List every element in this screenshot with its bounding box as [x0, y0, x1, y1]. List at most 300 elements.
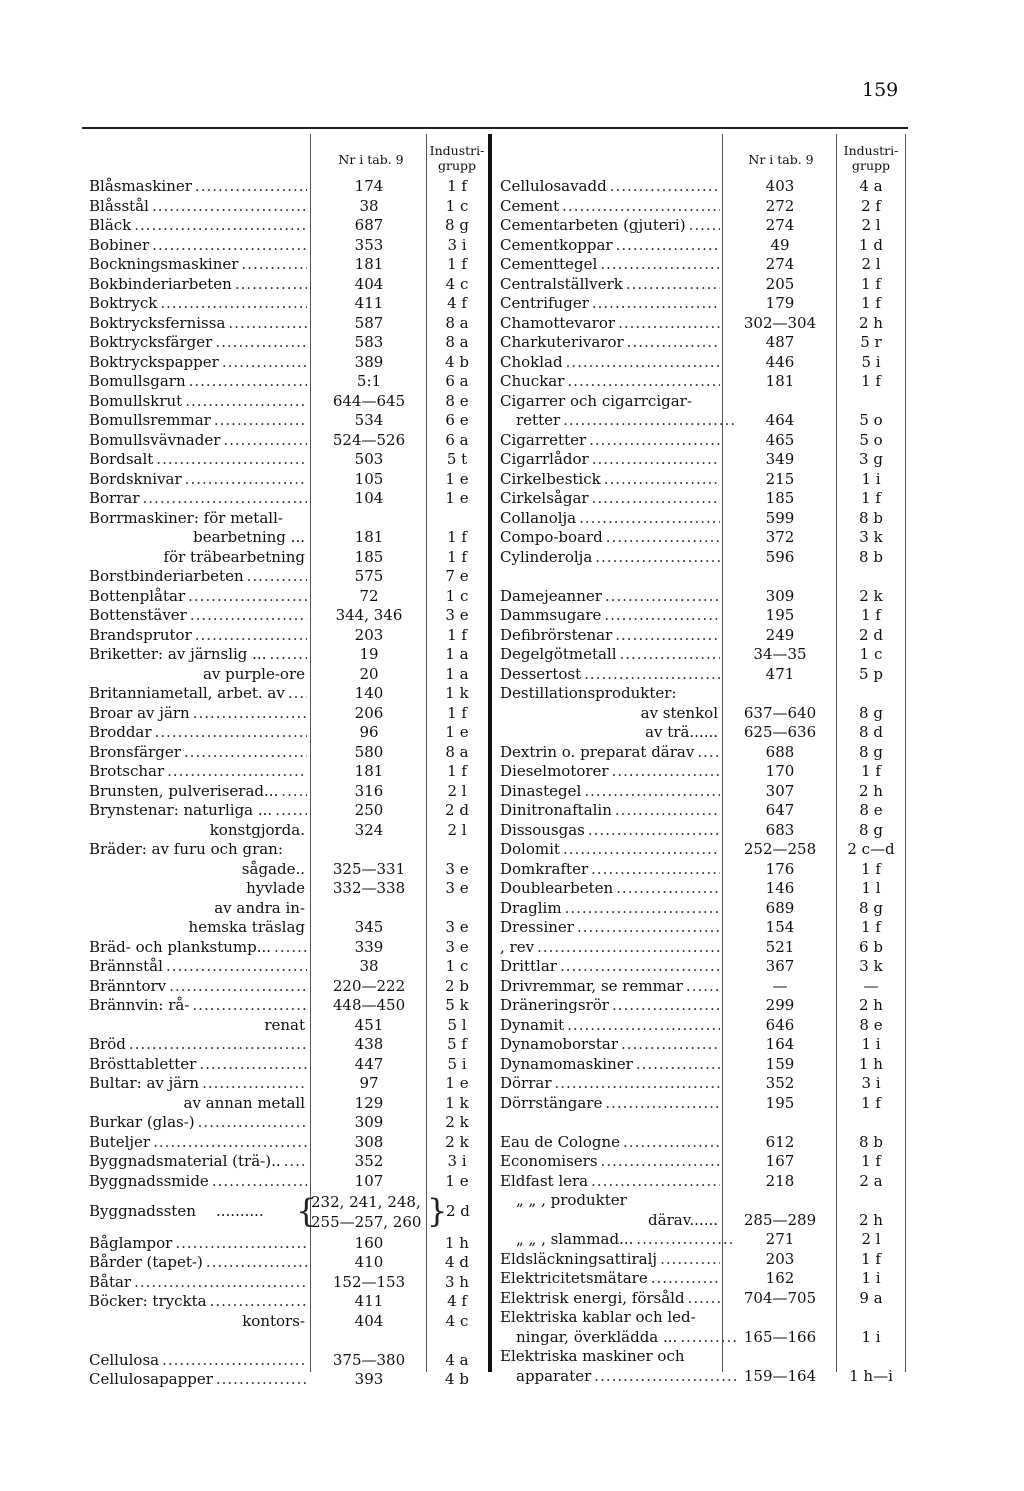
entry-name: Cellulosavadd ..... — [500, 177, 609, 195]
entry-name: Brännstål ..... — [89, 957, 165, 975]
index-row — [0, 1152, 910, 1172]
industry-group: 3 e — [445, 859, 469, 878]
industry-group: 1 f — [447, 528, 467, 546]
entry-name: Blåsmaskiner ..... — [89, 177, 194, 195]
industry-group: 2 l — [861, 216, 881, 234]
index-row — [0, 665, 910, 685]
industry-group: 5 r — [860, 333, 882, 351]
industry-group: 1 f — [861, 762, 881, 780]
entry-name: för träbearbetning — [163, 547, 305, 566]
entry-name-cell — [500, 1016, 720, 1036]
entry-name: Bröd ..... — [89, 1035, 128, 1053]
entry-name-cell — [500, 1191, 736, 1211]
entry-name: Bokbinderiarbeten ..... — [89, 275, 234, 293]
entry-name: Drivremmar, se remmar ..... — [500, 977, 685, 995]
index-row — [0, 450, 910, 470]
index-row — [0, 275, 910, 295]
entry-name-cell — [500, 294, 720, 314]
industry-group: 3 e — [445, 937, 469, 956]
industry-group: 1 c — [859, 645, 883, 663]
industry-group: 1 h — [445, 1233, 469, 1252]
entry-name: Eldfast lera ..... — [500, 1172, 590, 1190]
table-number: 349 — [765, 450, 795, 468]
entry-name-cell — [500, 275, 720, 295]
entry-name-cell — [500, 938, 720, 958]
table-number: 5:1 — [356, 372, 382, 390]
industry-group: 4 c — [445, 274, 469, 293]
header-nr-left: Nr i tab. 9 — [338, 152, 404, 167]
index-row — [0, 353, 910, 373]
index-row — [0, 977, 910, 997]
industry-group: 1 k — [445, 684, 469, 702]
entry-name-cell — [500, 1367, 736, 1387]
index-row — [0, 411, 910, 431]
entry-name: Bomullsremmar ..... — [89, 411, 213, 429]
industry-group: 1 f — [447, 762, 467, 780]
table-number: 471 — [765, 664, 795, 683]
industry-group: 5 p — [859, 664, 883, 683]
index-row — [0, 606, 910, 626]
table-number: 411 — [354, 294, 384, 312]
table-number: 20 — [359, 664, 379, 683]
table-number: 339 — [354, 937, 384, 956]
entry-name: Defibrörstenar ..... — [500, 626, 614, 644]
index-row — [0, 314, 910, 334]
entry-name-cell — [500, 743, 720, 763]
industry-group: 8 a — [445, 313, 469, 332]
table-number: 352 — [765, 1074, 795, 1092]
entry-name: sågade.. — [241, 859, 305, 878]
industry-group: 8 a — [445, 742, 469, 761]
entry-name: ningar, överklädda ... ..... — [516, 1328, 679, 1346]
left-brace: { — [296, 1192, 317, 1230]
entry-name-cell — [500, 1055, 720, 1075]
industry-group: 4 a — [445, 1350, 469, 1369]
index-row — [0, 1074, 910, 1094]
index-row — [0, 1347, 910, 1367]
table-number: 325—331 — [332, 859, 406, 878]
industry-group: 1 c — [445, 957, 469, 975]
entry-name: Bomullskrut ..... — [89, 392, 184, 410]
entry-name: av annan metall — [183, 1093, 305, 1112]
entry-name: av trä...... — [645, 723, 718, 741]
entry-name: Cellulosa ..... — [89, 1351, 161, 1369]
table-number: 599 — [765, 508, 795, 527]
industry-group: 2 h — [859, 1210, 883, 1229]
entry-name-cell — [500, 1347, 720, 1367]
table-number: 404 — [354, 1311, 384, 1330]
entry-name: Destillationsprodukter: — [500, 684, 677, 702]
index-row — [0, 392, 910, 412]
entry-name: Dissousgas ..... — [500, 821, 587, 839]
index-row — [0, 528, 910, 548]
leader-dots: .......... — [216, 1202, 264, 1220]
header-nr-right: Nr i tab. 9 — [748, 152, 814, 167]
industry-group: 1 f — [861, 918, 881, 936]
table-number: 19 — [359, 645, 379, 663]
industry-group: 4 f — [447, 1292, 467, 1311]
entry-name: av stenkol — [640, 703, 718, 722]
entry-name: Economisers ..... — [500, 1152, 600, 1170]
entry-name-cell — [500, 1094, 720, 1114]
entry-name: Dörrstängare ..... — [500, 1094, 604, 1112]
industry-group: 2 l — [447, 781, 467, 800]
index-row — [0, 840, 910, 860]
industry-group: 1 a — [445, 664, 469, 683]
industry-group: 4 b — [445, 1370, 469, 1389]
industry-group: 8 a — [445, 333, 469, 351]
entry-name: Cirkelbestick ..... — [500, 470, 603, 488]
entry-name: Dynamomaskiner ..... — [500, 1055, 635, 1073]
entry-name: Drittlar ..... — [500, 957, 559, 975]
table-number: 271 — [765, 1230, 795, 1248]
entry-name: Dräneringsrör ..... — [500, 996, 611, 1014]
entry-name-cell — [500, 1152, 720, 1172]
table-number: 302—304 — [743, 313, 817, 332]
index-row — [0, 470, 910, 490]
index-row — [0, 372, 910, 392]
entry-name: „ „ , produkter — [516, 1191, 627, 1209]
entry-name-cell — [500, 197, 720, 217]
industry-group: 1 k — [445, 1093, 469, 1112]
industry-group: 1 e — [445, 1171, 469, 1190]
table-number: 375—380 — [332, 1350, 406, 1369]
top-rule — [82, 127, 908, 129]
entry-name: Centrifuger ..... — [500, 294, 591, 312]
entry-name-cell — [500, 255, 720, 275]
industry-group: 3 g — [859, 450, 883, 468]
entry-name: Cement ..... — [500, 197, 561, 215]
table-number: 274 — [765, 216, 795, 234]
entry-name: Damejeanner ..... — [500, 587, 604, 605]
industry-group: 4 d — [445, 1253, 469, 1272]
entry-name: Dolomit ..... — [500, 840, 562, 858]
entry-name: Eau de Cologne ..... — [500, 1133, 622, 1151]
entry-name-cell — [500, 216, 720, 236]
table-number: 205 — [765, 274, 795, 293]
entry-name: hyvlade — [246, 879, 305, 897]
table-number: 393 — [354, 1370, 384, 1389]
industry-group: 4 b — [445, 352, 469, 371]
entry-name: hemska träslag — [188, 918, 305, 936]
entry-name: Dinitronaftalin ..... — [500, 801, 614, 819]
entry-name-cell — [500, 665, 720, 685]
entry-name: av andra in- — [214, 898, 305, 917]
table-number: 203 — [354, 625, 384, 644]
table-number: 647 — [765, 801, 795, 819]
index-row — [0, 1328, 910, 1348]
table-number: 195 — [765, 1093, 795, 1112]
table-number: 105 — [354, 469, 384, 488]
industry-group: 8 b — [859, 1132, 883, 1151]
industry-group: 1 a — [445, 645, 469, 663]
industry-group: 8 g — [859, 820, 883, 839]
table-number: 352 — [354, 1152, 384, 1170]
table-number: 159—164 — [743, 1366, 817, 1385]
industry-group: 1 f — [861, 274, 881, 293]
entry-name: Domkrafter ..... — [500, 860, 590, 878]
table-number: 687 — [354, 216, 384, 234]
index-row — [0, 1289, 910, 1309]
entry-name-cell — [500, 450, 720, 470]
table-number: 404 — [354, 274, 384, 293]
table-number: 307 — [765, 781, 795, 800]
industry-group: 1 i — [861, 469, 881, 488]
table-number: 612 — [765, 1132, 795, 1151]
table-number: 521 — [765, 937, 795, 956]
table-number: 646 — [765, 1015, 795, 1034]
entry-name-cell — [500, 1328, 736, 1348]
industry-group: 1 f — [447, 625, 467, 644]
table-number: 372 — [765, 528, 795, 546]
industry-group: 2 h — [859, 313, 883, 332]
industry-group: 1 h—i — [849, 1366, 893, 1385]
industry-group: 6 e — [445, 411, 469, 429]
index-row — [0, 1094, 910, 1114]
entry-name: Cigarrlådor ..... — [500, 450, 591, 468]
index-row — [0, 723, 910, 743]
index-row — [0, 1250, 910, 1270]
index-row — [0, 1367, 910, 1387]
industry-group: 2 k — [445, 1132, 469, 1151]
entry-name: „ „ , slammad... ..... — [516, 1230, 635, 1248]
entry-name-cell — [500, 1133, 720, 1153]
entry-name: Dynamit ..... — [500, 1016, 566, 1034]
industry-group: 2 d — [445, 801, 469, 819]
index-row — [0, 801, 910, 821]
entry-name: Bordsalt ..... — [89, 450, 155, 468]
entry-name: Dieselmotorer ..... — [500, 762, 611, 780]
entry-name: Boktryckspapper ..... — [89, 353, 221, 371]
entry-name: Collanolja ..... — [500, 509, 578, 527]
table-number: 410 — [354, 1253, 384, 1272]
index-row — [0, 567, 910, 587]
table-number: 367 — [765, 957, 795, 975]
industry-group: 1 l — [861, 879, 881, 897]
industry-group: 1 f — [861, 294, 881, 312]
entry-name: Elektriska kablar och led- — [500, 1308, 696, 1326]
industry-group: 1 f — [861, 489, 881, 507]
industry-group: 4 a — [859, 177, 883, 195]
industry-group: 1 f — [447, 703, 467, 722]
industry-group: 8 e — [859, 1015, 883, 1034]
entry-name: konstgjorda. — [209, 820, 305, 839]
industry-group: 9 a — [859, 1288, 883, 1307]
table-number: 411 — [354, 1292, 384, 1311]
table-number: 524—526 — [332, 430, 406, 449]
industry-group: 5 k — [445, 996, 469, 1014]
table-number: 170 — [765, 762, 795, 780]
table-number: 637—640 — [743, 703, 817, 722]
industry-group: 3 e — [445, 918, 469, 936]
entry-name: Eldsläckningsattiralj ..... — [500, 1250, 659, 1268]
entry-name: Chuckar ..... — [500, 372, 566, 390]
entry-name: Bottenplåtar ..... — [89, 587, 187, 605]
entry-name: Bräder: av furu och gran: — [89, 840, 283, 858]
index-row — [0, 509, 910, 529]
entry-name: Brandsprutor ..... — [89, 626, 194, 644]
table-number: 308 — [354, 1132, 384, 1151]
entry-name: Brunsten, pulveriserad... ..... — [89, 782, 280, 800]
table-number: 140 — [354, 684, 384, 702]
industry-group: 1 e — [445, 469, 469, 488]
table-number: 34—35 — [753, 645, 807, 663]
index-row — [0, 1308, 910, 1328]
entry-name-cell — [500, 1074, 720, 1094]
index-row — [0, 1133, 910, 1153]
industry-group: 5 l — [447, 1015, 467, 1034]
industry-group: 6 a — [445, 430, 469, 449]
index-row — [0, 1211, 910, 1231]
index-row — [0, 1172, 910, 1192]
industry-group: 1 e — [445, 489, 469, 507]
index-row — [0, 548, 910, 568]
table-number: 316 — [354, 781, 384, 800]
index-row — [0, 1191, 910, 1211]
entry-name-cell — [500, 411, 736, 431]
industry-group: 2 l — [861, 1230, 881, 1248]
industry-group: 8 b — [859, 547, 883, 566]
table-number: 195 — [765, 606, 795, 624]
table-number: 72 — [359, 586, 379, 605]
table-number: 324 — [354, 820, 384, 839]
entry-name-cell — [500, 314, 720, 334]
industry-group: 4 c — [445, 1311, 469, 1330]
index-row — [0, 957, 910, 977]
entry-name: Byggnadssten — [89, 1202, 196, 1220]
industry-group: 2 f — [861, 196, 881, 215]
table-number: 104 — [354, 489, 384, 507]
industry-group: 3 k — [859, 528, 883, 546]
table-number: 167 — [765, 1152, 795, 1170]
index-row — [0, 1016, 910, 1036]
table-number: 438 — [354, 1035, 384, 1053]
entry-name-cell — [500, 684, 720, 704]
table-number: 152—153 — [332, 1272, 406, 1291]
table-number: 181 — [354, 762, 384, 780]
entry-name-cell — [500, 587, 720, 607]
index-row — [0, 684, 910, 704]
industry-group: 8 d — [859, 723, 883, 741]
table-number: 185 — [354, 547, 384, 566]
table-number: 644—645 — [332, 391, 406, 410]
table-number: 465 — [765, 430, 795, 449]
entry-name: Chamottevaror ..... — [500, 314, 617, 332]
industry-group: 5 i — [861, 352, 881, 371]
entry-name: Borstbinderiarbeten ..... — [89, 567, 246, 585]
entry-name: Bultar: av järn ..... — [89, 1074, 201, 1092]
table-number: 704—705 — [743, 1288, 817, 1307]
industry-group: 8 e — [445, 391, 469, 410]
table-number: 451 — [354, 1015, 384, 1034]
index-row — [0, 1269, 910, 1289]
entry-name: Boktrycksfernissa ..... — [89, 314, 227, 332]
entry-name-cell — [500, 489, 720, 509]
entry-name: Bronsfärger ..... — [89, 743, 183, 761]
entry-name-cell — [500, 528, 720, 548]
industry-group: 2 k — [859, 586, 883, 605]
entry-name: Burkar (glas-) ..... — [89, 1113, 197, 1131]
index-row — [0, 1035, 910, 1055]
entry-name-cell — [500, 840, 720, 860]
entry-name: Brynstenar: naturliga ... ..... — [89, 801, 274, 819]
table-number: 252—258 — [743, 840, 817, 858]
industry-group: 2 l — [861, 255, 881, 273]
entry-name-cell — [500, 333, 720, 353]
entry-name-cell — [500, 353, 720, 373]
table-number: 487 — [765, 333, 795, 351]
entry-name: Cylinderolja ..... — [500, 548, 594, 566]
entry-name: Dinastegel ..... — [500, 782, 583, 800]
header-grupp-label: grupp — [851, 158, 891, 173]
entry-name: Brösttabletter ..... — [89, 1055, 198, 1073]
table-number: 218 — [765, 1171, 795, 1190]
entry-name-cell — [500, 879, 720, 899]
entry-name-cell — [500, 860, 720, 880]
index-row — [0, 821, 910, 841]
index-row — [0, 236, 910, 256]
table-number: 587 — [354, 313, 384, 332]
entry-name: Brännvin: rå- ..... — [89, 996, 191, 1014]
table-number: 464 — [765, 411, 795, 429]
industry-group: 2 c—d — [847, 840, 895, 858]
table-number: 389 — [354, 352, 384, 371]
entry-name-cell — [500, 372, 720, 392]
table-number: 97 — [359, 1074, 379, 1092]
industry-group: 1 e — [445, 1074, 469, 1092]
entry-name: Centralställverk ..... — [500, 275, 625, 293]
entry-name: Dammsugare ..... — [500, 606, 603, 624]
entry-name-cell — [500, 1211, 720, 1231]
entry-name: Bårder (tapet-) ..... — [89, 1253, 205, 1271]
entry-name: Dynamoborstar ..... — [500, 1035, 620, 1053]
entry-name-cell — [500, 1289, 720, 1309]
table-number: 503 — [354, 450, 384, 468]
entry-name-cell — [500, 236, 720, 256]
entry-name: Bomullsvävnader ..... — [89, 431, 222, 449]
industry-group: 8 g — [859, 742, 883, 761]
index-row — [0, 431, 910, 451]
table-number: 580 — [354, 742, 384, 761]
entry-name: Cigarretter ..... — [500, 431, 588, 449]
table-number: 232, 241, 248, — [311, 1193, 421, 1211]
table-number: 309 — [765, 586, 795, 605]
industry-group: 2 l — [447, 820, 467, 839]
right-brace: } — [427, 1192, 448, 1230]
entry-name-cell — [500, 1308, 720, 1328]
entry-name: Elektrisk energi, försåld ..... — [500, 1289, 687, 1307]
index-row — [0, 294, 910, 314]
entry-name: av purple-ore — [202, 664, 305, 683]
entry-name-cell — [500, 723, 720, 743]
industry-group: 1 f — [447, 177, 467, 195]
entry-name: Elektriska maskiner och — [500, 1347, 685, 1365]
entry-name: Cigarrer och cigarrcigar- — [500, 391, 692, 410]
index-row — [0, 587, 910, 607]
entry-name: Elektricitetsmätare ..... — [500, 1269, 650, 1287]
entry-name-cell — [500, 1172, 720, 1192]
table-number: 165—166 — [743, 1327, 817, 1346]
entry-name: Dörrar ..... — [500, 1074, 554, 1092]
industry-group: 1 f — [447, 547, 467, 566]
entry-name: Britanniametall, arbet. av ..... — [89, 684, 287, 702]
entry-name: bearbetning ... — [193, 528, 305, 546]
header-industri-label: Industri- — [429, 143, 485, 158]
entry-name: Båglampor ..... — [89, 1234, 174, 1252]
entry-name: Bobiner ..... — [89, 236, 151, 254]
entry-name-cell — [500, 918, 720, 938]
industry-group: 3 e — [445, 879, 469, 897]
